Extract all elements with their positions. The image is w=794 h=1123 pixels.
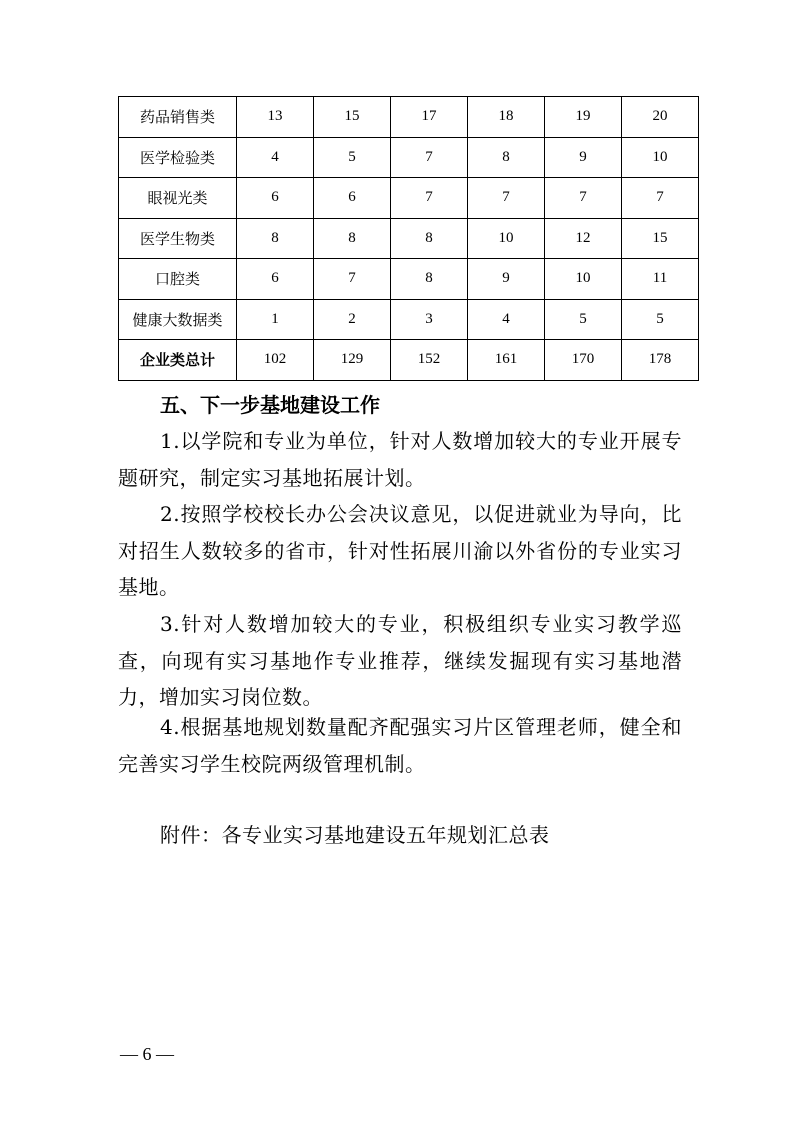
table-cell: 129 [314, 340, 391, 381]
table-cell: 4 [237, 137, 314, 178]
table-cell: 8 [314, 218, 391, 259]
row-category: 医学检验类 [119, 137, 237, 178]
table-cell: 170 [545, 340, 622, 381]
row-category: 口腔类 [119, 259, 237, 300]
table-cell: 152 [391, 340, 468, 381]
row-category: 眼视光类 [119, 178, 237, 219]
table-cell: 5 [314, 137, 391, 178]
table-cell: 7 [391, 137, 468, 178]
table-cell: 5 [622, 299, 699, 340]
table-cell: 7 [545, 178, 622, 219]
paragraph-2: 2.按照学校校长办公会决议意见，以促进就业为导向，比对招生人数较多的省市，针对性拓展川渝以外省份的专业实习基地。 [118, 502, 682, 599]
row-category: 医学生物类 [119, 218, 237, 259]
table-row [119, 218, 699, 259]
table-cell: 10 [622, 137, 699, 178]
row-category: 健康大数据类 [119, 299, 237, 340]
table-row [119, 299, 699, 340]
table-cell: 1 [237, 299, 314, 340]
table-cell: 161 [468, 340, 545, 381]
table-cell: 10 [545, 259, 622, 300]
table-row [119, 259, 699, 300]
table-cell: 15 [622, 218, 699, 259]
table-cell: 2 [314, 299, 391, 340]
internship-base-table [118, 96, 699, 381]
table-cell: 18 [468, 97, 545, 138]
table-cell: 5 [545, 299, 622, 340]
table-cell: 13 [237, 97, 314, 138]
section-heading: 五、下一步基地建设工作 [160, 393, 380, 417]
table-cell: 8 [391, 259, 468, 300]
table-row [119, 97, 699, 138]
table-cell: 10 [468, 218, 545, 259]
total-label: 企业类总计 [119, 340, 237, 381]
attachment-note: 附件：各专业实习基地建设五年规划汇总表 [160, 823, 550, 847]
table-cell: 8 [237, 218, 314, 259]
table-cell: 8 [468, 137, 545, 178]
table-cell: 12 [545, 218, 622, 259]
table-cell: 11 [622, 259, 699, 300]
table-cell: 7 [391, 178, 468, 219]
table-cell: 8 [391, 218, 468, 259]
table-cell: 9 [545, 137, 622, 178]
paragraph-1: 1.以学院和专业为单位，针对人数增加较大的专业开展专题研究，制定实习基地拓展计划。 [118, 429, 682, 490]
table-cell: 3 [391, 299, 468, 340]
paragraph-3: 3.针对人数增加较大的专业，积极组织专业实习教学巡查，向现有实习基地作专业推荐，继续发掘现有实习基地潜力，增加实习岗位数。 [118, 612, 682, 709]
table-cell: 20 [622, 97, 699, 138]
paragraph-4: 4.根据基地规划数量配齐配强实习片区管理老师，健全和完善实习学生校院两级管理机制。 [118, 715, 682, 776]
table-row [119, 178, 699, 219]
table-cell: 178 [622, 340, 699, 381]
row-category: 药品销售类 [119, 97, 237, 138]
table-cell: 7 [314, 259, 391, 300]
table-cell: 19 [545, 97, 622, 138]
table-cell: 7 [468, 178, 545, 219]
table-cell: 6 [237, 259, 314, 300]
table-cell: 15 [314, 97, 391, 138]
page-number: — 6 — [120, 1044, 174, 1064]
table-cell: 102 [237, 340, 314, 381]
table-cell: 4 [468, 299, 545, 340]
table-total-row [119, 340, 699, 381]
table-cell: 7 [622, 178, 699, 219]
table-cell: 17 [391, 97, 468, 138]
table-cell: 6 [237, 178, 314, 219]
table-row [119, 137, 699, 178]
table-cell: 9 [468, 259, 545, 300]
table-cell: 6 [314, 178, 391, 219]
